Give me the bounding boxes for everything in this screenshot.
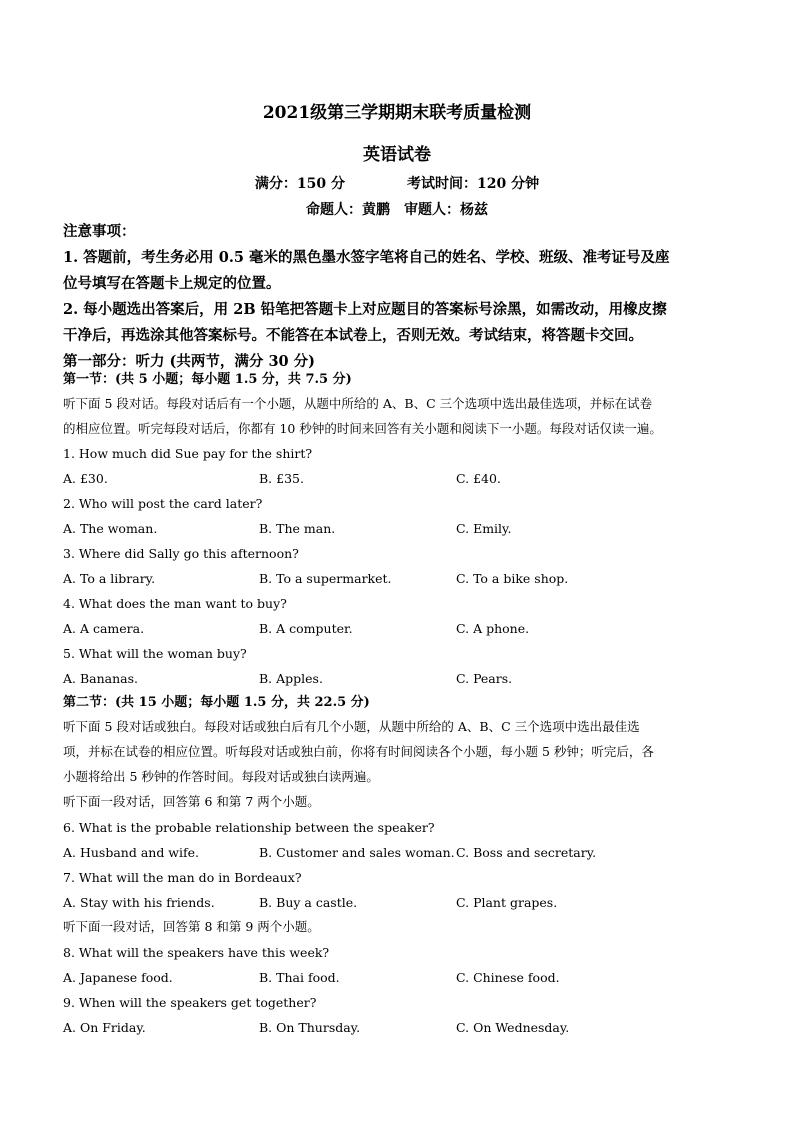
option-b: B. Buy a castle. <box>259 895 358 910</box>
option-a: A. Stay with his friends. <box>63 895 215 910</box>
notice-item-2b: 干净后，再选涂其他答案标号。不能答在本试卷上，否则无效。考试结束，将答题卡交回。 <box>63 327 643 344</box>
option-b: B. Thai food. <box>259 970 340 985</box>
section2-heading: 第二节：(共 15 小题；每小题 1.5 分，共 22.5 分) <box>63 695 370 710</box>
option-b: B. £35. <box>259 471 304 486</box>
option-a: A. The woman. <box>63 521 158 536</box>
question-9: 9. When will the speakers get together? <box>63 995 317 1010</box>
reviewer: 审题人：杨兹 <box>404 202 488 218</box>
notice-item-1b: 位号填写在答题卡上规定的位置。 <box>63 275 281 292</box>
section2-instr-line: 小题将给出 5 秒钟的作答时间。每段对话或独白读两遍。 <box>63 769 379 784</box>
option-c: C. On Wednesday. <box>456 1020 570 1035</box>
question-4: 4. What does the man want to buy? <box>63 596 287 611</box>
option-a: A. Husband and wife. <box>63 845 199 860</box>
exam-title: 2021级第三学期期末联考质量检测 <box>262 103 532 123</box>
option-c: C. A phone. <box>456 621 530 636</box>
option-b: B. A computer. <box>259 621 353 636</box>
option-b: B. On Thursday. <box>259 1020 361 1035</box>
section1-instructions <box>63 391 733 441</box>
notice <box>63 219 733 375</box>
notice-item-1a: 1. 答题前，考生务必用 0.5 毫米的黑色墨水签字笔将自己的姓名、学校、班级、准考证号及座 <box>63 249 670 266</box>
option-a: A. To a library. <box>63 571 156 586</box>
option-c: C. Plant grapes. <box>456 895 558 910</box>
setter: 命题人：黄鹏 <box>306 202 390 218</box>
option-a: A. £30. <box>63 471 108 486</box>
section1-instr-line: 的相应位置。听完每段对话后，你都有 10 秒钟的时间来回答有关小题和阅读下一小题。每段对话仅读一遍。 <box>63 421 662 436</box>
option-a: A. Japanese food. <box>63 970 173 985</box>
full-score: 满分：150 分 <box>254 176 345 192</box>
section1-instr-line: 听下面 5 段对话。每段对话后有一个小题，从题中所给的 A、B、C 三个选项中选出最佳选项，并标在试卷 <box>63 396 653 411</box>
option-c: C. Emily. <box>456 521 512 536</box>
exam-duration: 考试时间：120 分钟 <box>407 176 540 192</box>
notice-heading: 注意事项： <box>63 223 136 240</box>
option-b: B. The man. <box>259 521 336 536</box>
option-c: C. To a bike shop. <box>456 571 569 586</box>
exam-subject: 英语试卷 <box>363 145 431 165</box>
option-c: C. Pears. <box>456 671 513 686</box>
option-c: C. Chinese food. <box>456 970 560 985</box>
part1-heading: 第一部分：听力 (共两节，满分 30 分) <box>63 353 316 370</box>
section1-heading: 第一节：(共 5 小题；每小题 1.5 分，共 7.5 分) <box>63 372 352 387</box>
option-b: B. Apples. <box>259 671 323 686</box>
group-instruction-1: 听下面一段对话，回答第 6 和第 7 两个小题。 <box>63 794 320 809</box>
option-c: C. Boss and secretary. <box>456 845 597 860</box>
exam-score-time <box>0 173 794 193</box>
question-1: 1. How much did Sue pay for the shirt? <box>63 446 313 461</box>
question-8: 8. What will the speakers have this week? <box>63 945 330 960</box>
exam-authors <box>0 199 794 219</box>
option-a: A. Bananas. <box>63 671 139 686</box>
option-b: B. To a supermarket. <box>259 571 392 586</box>
option-c: C. £40. <box>456 471 501 486</box>
question-3: 3. Where did Sally go this afternoon? <box>63 546 299 561</box>
question-6: 6. What is the probable relationship between the speaker? <box>63 820 435 835</box>
section2-instr-line: 项，并标在试卷的相应位置。听每段对话或独白前，你将有时间阅读各个小题，每小题 5 秒钟；听完后，各 <box>63 744 654 759</box>
notice-item-2a: 2. 每小题选出答案后，用 2B 铅笔把答题卡上对应题目的答案标号涂黑，如需改动，用橡皮擦 <box>63 301 667 318</box>
option-a: A. A camera. <box>63 621 145 636</box>
option-b: B. Customer and sales woman. <box>259 845 455 860</box>
group-instruction-2: 听下面一段对话，回答第 8 和第 9 两个小题。 <box>63 919 320 934</box>
question-5: 5. What will the woman buy? <box>63 646 247 661</box>
question-2: 2. Who will post the card later? <box>63 496 263 511</box>
option-a: A. On Friday. <box>63 1020 146 1035</box>
question-7: 7. What will the man do in Bordeaux? <box>63 870 302 885</box>
section2-instructions <box>63 714 733 814</box>
section2-instr-line: 听下面 5 段对话或独白。每段对话或独白后有几个小题，从题中所给的 A、B、C 三个选项中选出最佳选 <box>63 719 640 734</box>
